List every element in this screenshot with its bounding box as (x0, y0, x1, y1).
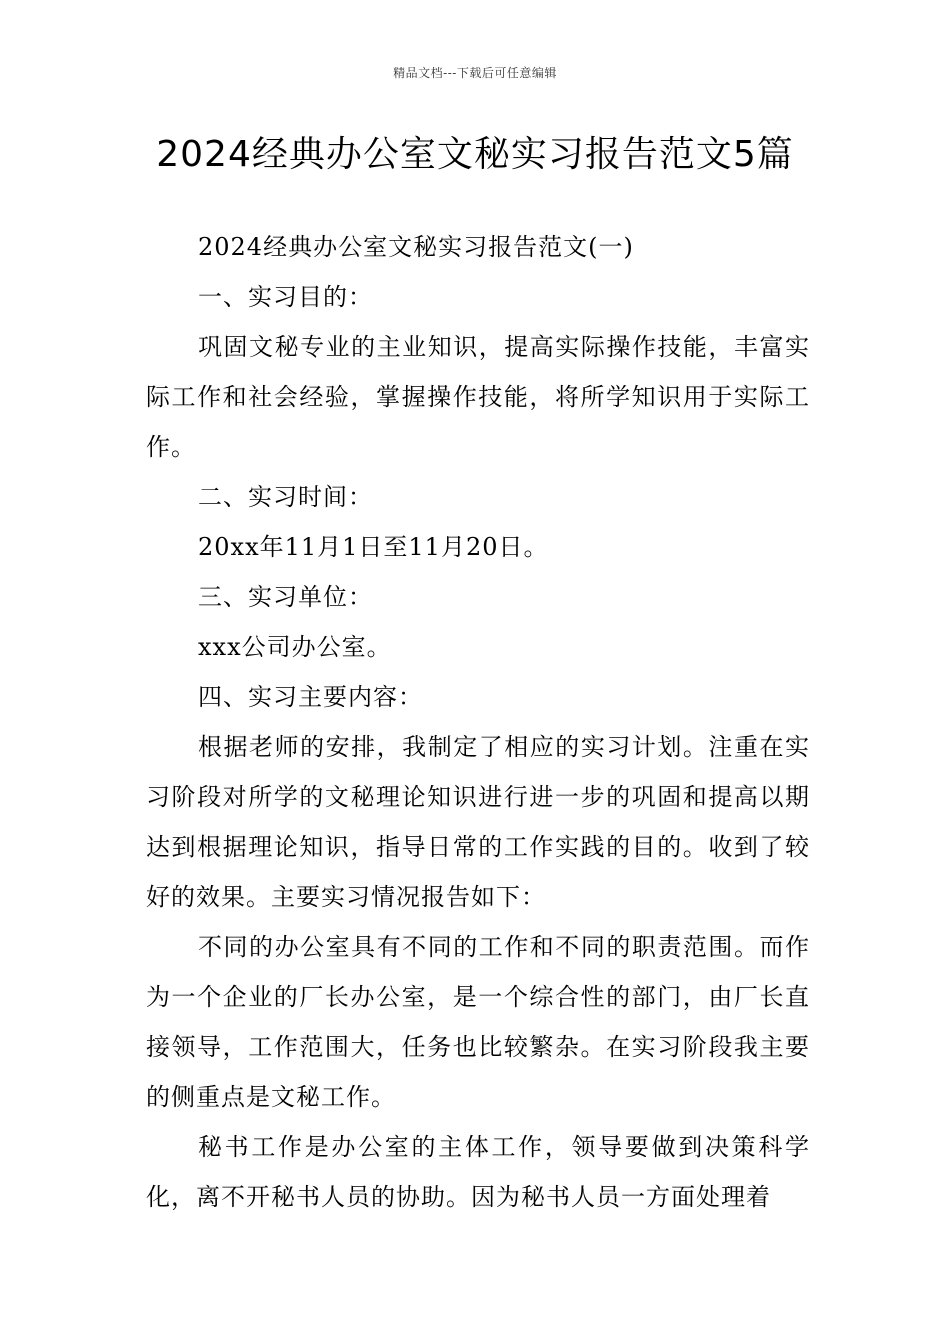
section-heading-paragraph: 2024经典办公室文秘实习报告范文(一) (198, 233, 634, 261)
body-paragraph: 巩固文秘专业的主业知识，提高实际操作技能，丰富实际工作和社会经验，掌握操作技能，将所学知识用于实际工作。 (146, 333, 810, 461)
section-heading-paragraph: 二、实习时间： (198, 483, 373, 511)
section-heading-paragraph: 一、实习目的： (198, 283, 373, 311)
document-title: 2024经典办公室文秘实习报告范文5篇 (156, 134, 794, 175)
header-note: 精品文档---下载后可任意编辑 (393, 66, 557, 80)
body-paragraph: 根据老师的安排，我制定了相应的实习计划。注重在实习阶段对所学的文秘理论知识进行进一步的巩固和提高以期达到根据理论知识，指导日常的工作实践的目的。收到了较好的效果。主要实习情况报告如下： (146, 733, 810, 911)
document-body (146, 222, 810, 1222)
section-heading-paragraph: 三、实习单位： (198, 583, 373, 611)
body-paragraph: 20xx年11月1日至11月20日。 (198, 533, 549, 561)
body-paragraph: 秘书工作是办公室的主体工作，领导要做到决策科学化，离不开秘书人员的协助。因为秘书人员一方面处理着 (146, 1133, 810, 1211)
section-heading-paragraph: 四、实习主要内容： (198, 683, 423, 711)
body-paragraph: xxx公司办公室。 (198, 633, 392, 661)
body-paragraph: 不同的办公室具有不同的工作和不同的职责范围。而作为一个企业的厂长办公室，是一个综合性的部门，由厂长直接领导，工作范围大，任务也比较繁杂。在实习阶段我主要的侧重点是文秘工作。 (146, 933, 810, 1111)
